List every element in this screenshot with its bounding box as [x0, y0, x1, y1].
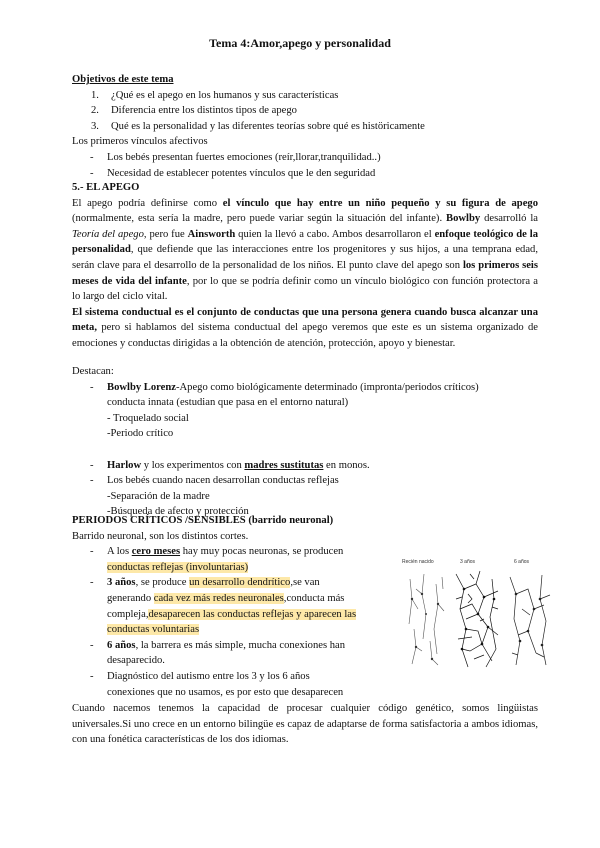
figure-label-3-years: 3 años — [460, 559, 476, 565]
six-years-neurons-image — [506, 569, 552, 669]
period-item-3-years: - 3 años, se produce un desarrollo dendrítico,se van — [90, 577, 320, 589]
figure-label-newborn: Recién nacido — [402, 559, 434, 565]
period-item-3-years-cont: compleja,desaparecen las conductas reflejas y aparecen las — [107, 608, 357, 620]
newborn-neurons-image — [402, 569, 448, 669]
period-item-autism-cont: conexiones que no usamos, es por esto que desaparecen — [107, 686, 344, 698]
spacer — [72, 442, 538, 458]
destacan-section — [72, 364, 538, 520]
babies-sub-item: -Separación de la madre — [107, 490, 210, 502]
bowlby-sub-item: -Periodo crítico — [107, 428, 174, 440]
apego-paragraph-1: El apego podría definirse como el vínculo que hay entre un niño pequeño y su figura de apego (normalmente, esta sería la madre, pero puede variar según la situación del infante). Bowlby desarrolló la Teoría del apego, pero fue Ainsworth quien la llevó a cabo. Ambos desarrollaron el enfoque teológico de la personalidad, que defiende que las interacciones entre los progenitores y sus hijos, a una temprana edad, serán clave para el desarrollo de la personalidad de los niños. El punto clave del apego son los primeros seis meses de vida del infante, por lo que se podría definir como un vínculo biológico con función protectora a lo largo del ciclo vital. — [72, 197, 538, 303]
period-item-autism: - Diagnóstico del autismo entre los 3 y los 6 años — [90, 670, 310, 682]
objectives-section — [72, 72, 538, 181]
period-item-3-years-cont: generando cada vez más redes neuronales,conducta más — [107, 592, 345, 604]
babies-sub-item: -Búsqueda de afecto y protección — [107, 506, 249, 518]
destacan-heading: Destacan: — [72, 366, 114, 377]
neuron-density-figure — [398, 559, 554, 671]
period-item-6-years: - 6 años, la barrera es más simple, mucha conexiones han — [90, 639, 346, 651]
apego-paragraph-2: El sistema conductual es el conjunto de conductas que una persona genera cuando busca alcanzar una meta, pero si hablamos del sistema conductual del apego veremos que este es un sistema organizado de emociones y conductas dirigidas a la obtención de atención, protección, apoyo y bienestar. — [72, 306, 538, 349]
first-bonds-heading: Los primeros vínculos afectivos — [72, 136, 208, 148]
babies-item: - Los bebés cuando nacen desarrollan conductas reflejas — [90, 475, 339, 487]
bowlby-line-2: conducta innata (estudian que pasa en el entorno natural) — [107, 397, 349, 409]
three-years-neurons-image — [454, 569, 500, 669]
period-item-6-years-cont: desaparecido. — [107, 655, 165, 667]
objectives-heading: Objetivos de este tema — [72, 74, 174, 85]
first-bonds-item: - Necesidad de establecer potentes vínculos que le den seguridad — [90, 167, 376, 179]
first-bonds-item: - Los bebés presentan fuertes emociones (reír,llorar,tranquilidad..) — [90, 151, 381, 163]
bowlby-sub-item: - Troquelado social — [107, 412, 189, 424]
period-item-3-years-cont: conductas voluntarias — [107, 624, 200, 636]
period-item-0-months-cont: conductas reflejas (involuntarias) — [107, 561, 249, 573]
apego-heading: 5.- EL APEGO — [72, 182, 140, 193]
figure-label-6-years: 6 años — [514, 559, 530, 565]
page-title: Tema 4:Amor,apego y personalidad — [209, 36, 391, 50]
period-item-0-months: - A los cero meses hay muy pocas neuronas, se producen — [90, 546, 344, 558]
bowlby-item: - Bowlby Lorenz-Apego como biológicamente determinado (impronta/periodos críticos) — [90, 381, 479, 393]
objective-item: 1. ¿Qué es el apego en los humanos y sus características — [91, 89, 339, 101]
apego-section — [72, 180, 538, 352]
periods-heading: PERIODOS CRÍTICOS /SENSIBLES (barrido neuronal) — [72, 515, 334, 526]
periods-intro: Barrido neuronal, son los distintos cortes. — [72, 530, 249, 542]
harlow-item: - Harlow y los experimentos con madres sustitutas en monos. — [90, 459, 370, 471]
objective-item: 3. Qué es la personalidad y las diferentes teorías sobre qué es histöricamente — [91, 120, 425, 132]
closing-paragraph: Cuando nacemos tenemos la capacidad de procesar cualquier código genético, somos lingüistas universales.Si uno crece en un entorno bilingüe es capaz de adaptarse de forma satisfactoria a ambos idiomas, con una fonética características de los dos idiomas. — [72, 703, 538, 746]
objective-item: 2. Diferencia entre los distintos tipos de apego — [91, 105, 297, 117]
